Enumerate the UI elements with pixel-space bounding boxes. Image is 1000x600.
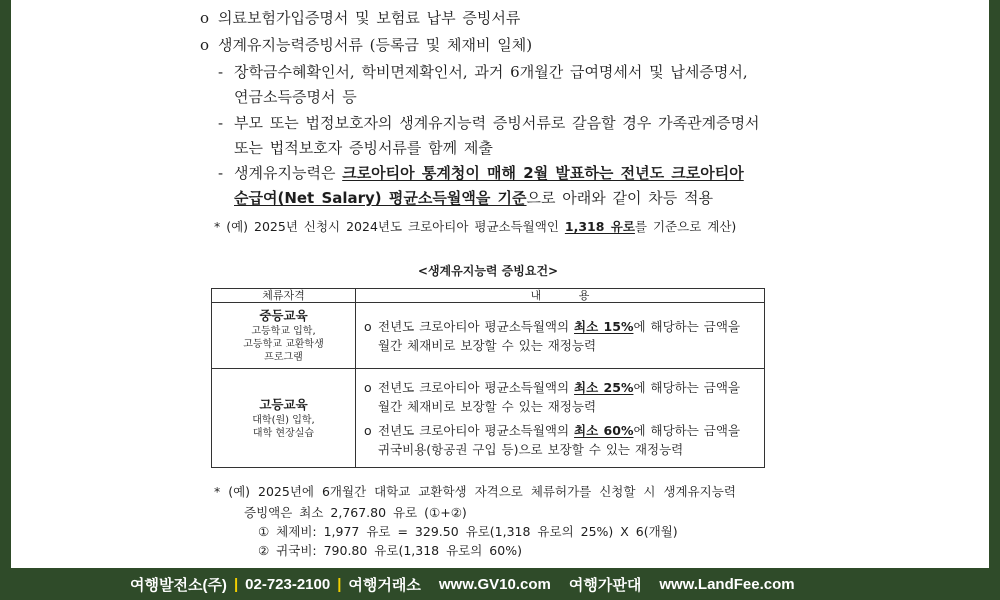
category-cell: [212, 303, 356, 369]
list-item-financial-docs: [200, 33, 532, 58]
header-status: 체류자격: [212, 289, 356, 303]
sub-item-text: [234, 60, 748, 110]
criteria-line-1: [234, 161, 744, 186]
stand-site-url: www.LandFee.com: [659, 575, 795, 593]
condition-cell: [356, 369, 765, 468]
condition-prefix: 전년도 크로아티아 평균소득월액의: [378, 379, 575, 395]
condition-line-1: [378, 378, 740, 397]
category-title: 중등교육: [259, 307, 308, 323]
category-detail: 대학 현장실습: [252, 427, 315, 439]
note-emphasis: 1,318 유로: [564, 219, 635, 234]
footer-separator: |: [337, 575, 342, 593]
list-item-text: 생계유지능력증빙서류 (등록금 및 체재비 일체): [218, 36, 533, 54]
category-detail: 프로그램: [264, 351, 303, 363]
company-name: 여행발전소(주): [130, 576, 227, 594]
requirements-table: [211, 288, 765, 468]
footer-banner: [0, 568, 1000, 600]
condition-suffix: 에 해당하는 금액을: [633, 422, 741, 438]
condition-item: [364, 421, 760, 459]
condition-prefix: 전년도 크로아티아 평균소득월액의: [378, 318, 575, 334]
sub-item-text: [234, 161, 744, 211]
condition-line-2: 월간 체재비로 보장할 수 있는 재정능력: [378, 337, 597, 353]
sub-item-income-proof: [218, 60, 748, 110]
category-title: 고등교육: [259, 396, 308, 412]
footer-separator: |: [233, 575, 239, 593]
bullet-marker: o: [364, 318, 372, 334]
example-line: ① 체제비: 1,977 유로 = 329.50 유로(1,318 유로의 25%) X 6(개월): [258, 524, 678, 539]
condition-line-1: [378, 421, 740, 440]
condition-emphasis: 최소 25%: [574, 379, 634, 395]
note-suffix: 를 기준으로 계산): [634, 219, 737, 234]
average-income-note: [214, 218, 736, 236]
bullet-marker: o: [364, 422, 372, 438]
note-prefix: * (예) 2025년 신청시 2024년도 크로아티아 평균소득월액인: [214, 219, 565, 234]
criteria-suffix: 으로 아래와 같이 차등 적용: [526, 189, 713, 207]
header-content: 내 용: [356, 289, 765, 303]
category-detail: 고등학교 입학,: [251, 325, 316, 337]
phone-number: 02-723-2100: [245, 575, 331, 593]
table-row: [212, 303, 765, 369]
stand-site-name: 여행가판대: [568, 576, 642, 594]
criteria-line-2: [234, 186, 744, 211]
sub-item-line: 장학금수혜확인서, 학비면제확인서, 과거 6개월간 급여명세서 및 납세증명서,: [234, 63, 748, 81]
condition-line-2: 월간 체재비로 보장할 수 있는 재정능력: [378, 398, 597, 414]
table-header-row: [212, 289, 765, 303]
condition-line-1: [378, 317, 740, 336]
sub-item-line: 또는 법적보호자 증빙서류를 함께 제출: [234, 139, 493, 157]
dash-marker: -: [218, 63, 224, 81]
list-item-text: 의료보험가입증명서 및 보험료 납부 증빙서류: [218, 9, 521, 27]
condition-suffix: 에 해당하는 금액을: [633, 379, 741, 395]
category-cell: [212, 369, 356, 468]
condition-cell: [356, 303, 765, 369]
sub-item-text: [234, 111, 760, 161]
bullet-marker: o: [200, 36, 210, 54]
exchange-site-name: 여행거래소: [348, 576, 421, 594]
document-page: [11, 0, 989, 568]
criteria-emphasis: 크로아티아 통계청이 매해 2월 발표하는 전년도 크로아티아: [342, 164, 744, 182]
category-detail: 대학(원) 입학,: [252, 414, 315, 426]
table-row: [212, 369, 765, 468]
sub-item-income-criteria: [218, 161, 744, 211]
table-title: <생계유지능력 증빙요건>: [417, 264, 559, 278]
condition-suffix: 에 해당하는 금액을: [633, 318, 741, 334]
condition-item: [364, 317, 760, 355]
dash-marker: -: [218, 164, 224, 182]
criteria-prefix: 생계유지능력은: [234, 164, 343, 182]
condition-emphasis: 최소 60%: [574, 422, 634, 438]
example-line: * (예) 2025년에 6개월간 대학교 교환학생 자격으로 체류허가를 신청할 시 생계유지능력: [214, 484, 736, 499]
sub-item-guardian-proof: [218, 111, 760, 161]
sub-item-line: 연금소득증명서 등: [234, 88, 357, 106]
condition-text: [378, 317, 740, 355]
exchange-site-url: www.GV10.com: [438, 575, 551, 593]
condition-prefix: 전년도 크로아티아 평균소득월액의: [378, 422, 575, 438]
sub-item-line: 부모 또는 법정보호자의 생계유지능력 증빙서류로 갈음할 경우 가족관계증명서: [234, 114, 760, 132]
condition-line-2: 귀국비용(항공권 구입 등)으로 보장할 수 있는 재정능력: [378, 441, 684, 457]
example-line: ② 귀국비: 790.80 유로(1,318 유로의 60%): [258, 543, 522, 558]
category-detail: 고등학교 교환학생: [243, 338, 324, 350]
condition-item: [364, 378, 760, 416]
condition-emphasis: 최소 15%: [574, 318, 634, 334]
example-line: 증빙액은 최소 2,767.80 유로 (①+②): [244, 505, 467, 520]
condition-text: [378, 378, 740, 416]
criteria-emphasis: 순급여(Net Salary) 평균소득월액을 기준: [234, 189, 527, 207]
bullet-marker: o: [364, 379, 372, 395]
bullet-marker: o: [200, 9, 210, 27]
list-item-insurance-docs: [200, 6, 520, 31]
dash-marker: -: [218, 114, 224, 132]
condition-text: [378, 421, 740, 459]
